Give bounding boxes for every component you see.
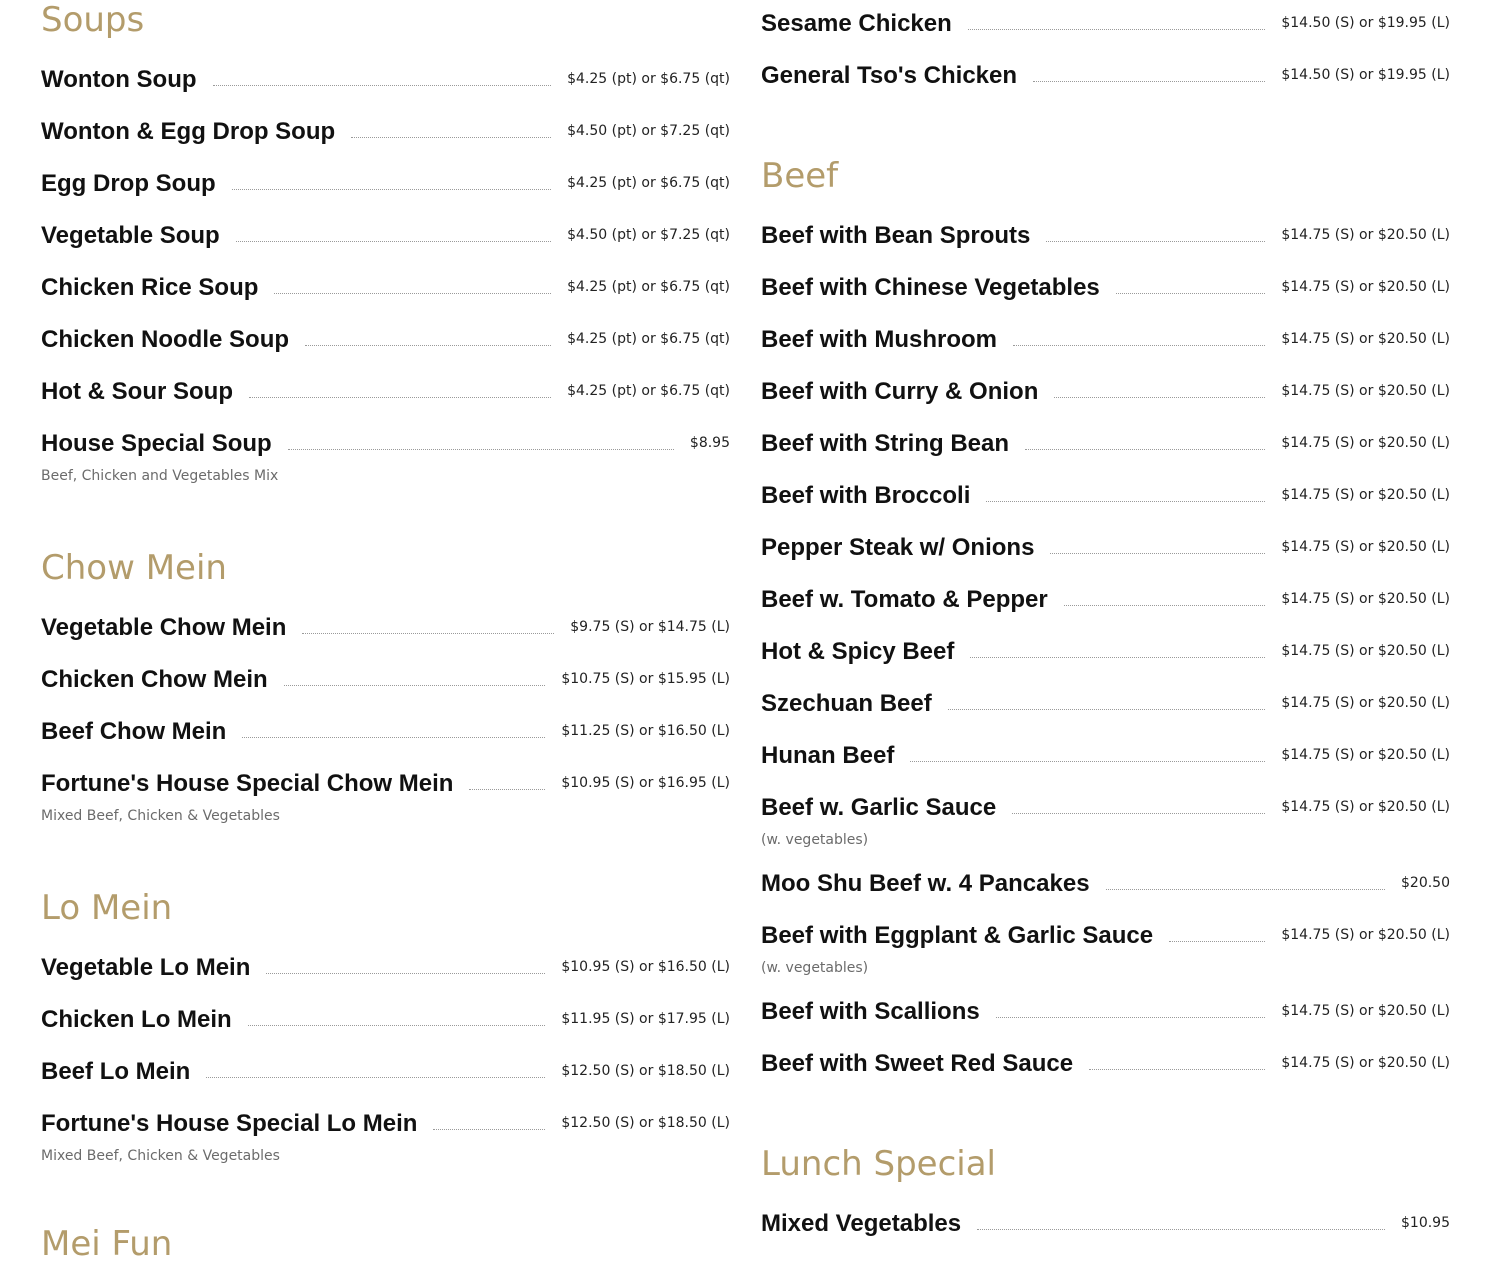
item-price: $14.75 (S) or $20.50 (L) <box>1281 643 1450 659</box>
menu-item-beef-scallions <box>761 999 1450 1039</box>
item-price: $14.75 (S) or $20.50 (L) <box>1281 799 1450 815</box>
menu-item-beef-lo-mein <box>41 1059 730 1099</box>
item-name: Beef with Curry & Onion <box>761 378 1039 405</box>
item-name: Szechuan Beef <box>761 690 932 717</box>
leader-dots <box>1013 327 1265 346</box>
leader-dots <box>274 275 551 294</box>
item-description: Mixed Beef, Chicken & Vegetables <box>41 808 280 824</box>
item-price: $14.75 (S) or $20.50 (L) <box>1281 435 1450 451</box>
leader-dots <box>1012 795 1265 814</box>
item-price: $10.95 (S) or $16.95 (L) <box>561 775 730 791</box>
item-name: Fortune's House Special Lo Mein <box>41 1110 418 1137</box>
item-name: Beef w. Tomato & Pepper <box>761 586 1048 613</box>
item-name: Pepper Steak w/ Onions <box>761 534 1035 561</box>
item-name: Chicken Lo Mein <box>41 1006 232 1033</box>
item-name: Wonton Soup <box>41 66 197 93</box>
menu-item-pepper-steak-onions <box>761 535 1450 575</box>
item-price: $10.75 (S) or $15.95 (L) <box>561 671 730 687</box>
menu-item-beef-string-bean <box>761 431 1450 471</box>
leader-dots <box>433 1111 545 1130</box>
leader-dots <box>968 11 1266 30</box>
menu-item-house-special-chow-mein <box>41 771 730 811</box>
menu-item-beef-mushroom <box>761 327 1450 367</box>
leader-dots <box>469 771 545 790</box>
item-description: (w. vegetables) <box>761 832 869 848</box>
item-price: $14.75 (S) or $20.50 (L) <box>1281 1003 1450 1019</box>
item-price: $4.50 (pt) or $7.25 (qt) <box>567 227 730 243</box>
menu-item-general-tsos-chicken <box>761 63 1450 103</box>
leader-dots <box>242 719 545 738</box>
menu-item-hunan-beef <box>761 743 1450 783</box>
menu-item-vegetable-soup <box>41 223 730 263</box>
item-name: Beef with String Bean <box>761 430 1010 457</box>
item-name: Beef w. Garlic Sauce <box>761 794 997 821</box>
item-name: Egg Drop Soup <box>41 170 216 197</box>
leader-dots <box>249 379 551 398</box>
menu-item-beef-eggplant-garlic <box>761 923 1450 963</box>
leader-dots <box>302 615 554 634</box>
leader-dots <box>986 483 1265 502</box>
item-name: House Special Soup <box>41 430 272 457</box>
item-price: $14.75 (S) or $20.50 (L) <box>1281 279 1450 295</box>
item-name: Chicken Rice Soup <box>41 274 259 301</box>
leader-dots <box>1025 431 1265 450</box>
item-name: Chicken Noodle Soup <box>41 326 290 353</box>
leader-dots <box>266 955 545 974</box>
section-title-soups: Soups <box>41 0 145 40</box>
menu-item-mixed-vegetables <box>761 1211 1450 1251</box>
item-price: $14.75 (S) or $20.50 (L) <box>1281 927 1450 943</box>
menu-item-wonton-soup <box>41 67 730 107</box>
menu-item-sesame-chicken <box>761 11 1450 51</box>
item-name: Wonton & Egg Drop Soup <box>41 118 336 145</box>
item-name: Vegetable Chow Mein <box>41 614 287 641</box>
item-name: Beef with Scallions <box>761 998 980 1025</box>
menu-item-chicken-chow-mein <box>41 667 730 707</box>
menu-item-chicken-noodle-soup <box>41 327 730 367</box>
item-name: Vegetable Soup <box>41 222 220 249</box>
item-price: $9.75 (S) or $14.75 (L) <box>570 619 730 635</box>
menu-item-vegetable-lo-mein <box>41 955 730 995</box>
menu-item-vegetable-chow-mein <box>41 615 730 655</box>
menu-item-house-special-soup <box>41 431 730 471</box>
leader-dots <box>977 1211 1385 1230</box>
leader-dots <box>1089 1051 1265 1070</box>
menu-item-beef-garlic-sauce <box>761 795 1450 835</box>
leader-dots <box>236 223 551 242</box>
item-price: $10.95 (S) or $16.50 (L) <box>561 959 730 975</box>
item-price: $14.75 (S) or $20.50 (L) <box>1281 539 1450 555</box>
item-name: Hot & Sour Soup <box>41 378 233 405</box>
section-title-mei-fun: Mei Fun <box>41 1224 173 1264</box>
leader-dots <box>1054 379 1265 398</box>
section-title-lunch-special: Lunch Special <box>761 1144 996 1184</box>
leader-dots <box>284 667 546 686</box>
item-price: $14.75 (S) or $20.50 (L) <box>1281 747 1450 763</box>
item-price: $11.95 (S) or $17.95 (L) <box>561 1011 730 1027</box>
menu-item-beef-tomato-pepper <box>761 587 1450 627</box>
menu-item-house-special-lo-mein <box>41 1111 730 1151</box>
section-title-lo-mein: Lo Mein <box>41 888 173 928</box>
leader-dots <box>970 639 1265 658</box>
item-price: $14.50 (S) or $19.95 (L) <box>1281 67 1450 83</box>
item-price: $20.50 <box>1401 875 1450 891</box>
item-price: $11.25 (S) or $16.50 (L) <box>561 723 730 739</box>
item-price: $14.75 (S) or $20.50 (L) <box>1281 331 1450 347</box>
item-price: $14.75 (S) or $20.50 (L) <box>1281 591 1450 607</box>
menu-item-chicken-lo-mein <box>41 1007 730 1047</box>
section-title-chow-mein: Chow Mein <box>41 548 227 588</box>
menu-item-beef-chinese-vegetables <box>761 275 1450 315</box>
menu-item-szechuan-beef <box>761 691 1450 731</box>
leader-dots <box>996 999 1266 1018</box>
leader-dots <box>1046 223 1265 242</box>
leader-dots <box>232 171 551 190</box>
item-price: $14.75 (S) or $20.50 (L) <box>1281 487 1450 503</box>
menu-item-beef-sweet-red-sauce <box>761 1051 1450 1091</box>
item-price: $12.50 (S) or $18.50 (L) <box>561 1063 730 1079</box>
item-price: $4.25 (pt) or $6.75 (qt) <box>567 175 730 191</box>
leader-dots <box>1064 587 1266 606</box>
leader-dots <box>206 1059 545 1078</box>
item-name: Hunan Beef <box>761 742 895 769</box>
item-name: Beef with Chinese Vegetables <box>761 274 1100 301</box>
item-name: Fortune's House Special Chow Mein <box>41 770 454 797</box>
menu-item-egg-drop-soup <box>41 171 730 211</box>
item-price: $14.75 (S) or $20.50 (L) <box>1281 227 1450 243</box>
item-name: Vegetable Lo Mein <box>41 954 251 981</box>
leader-dots <box>1106 871 1385 890</box>
item-name: Moo Shu Beef w. 4 Pancakes <box>761 870 1090 897</box>
item-name: Beef with Bean Sprouts <box>761 222 1031 249</box>
leader-dots <box>1050 535 1265 554</box>
leader-dots <box>248 1007 546 1026</box>
item-price: $4.25 (pt) or $6.75 (qt) <box>567 279 730 295</box>
item-name: Mixed Vegetables <box>761 1210 962 1237</box>
leader-dots <box>1033 63 1265 82</box>
menu-item-moo-shu-beef <box>761 871 1450 911</box>
item-name: Beef Lo Mein <box>41 1058 191 1085</box>
item-price: $4.25 (pt) or $6.75 (qt) <box>567 71 730 87</box>
item-name: Beef with Broccoli <box>761 482 971 509</box>
section-title-beef: Beef <box>761 156 839 196</box>
item-description: Beef, Chicken and Vegetables Mix <box>41 468 279 484</box>
leader-dots <box>1116 275 1266 294</box>
item-name: Hot & Spicy Beef <box>761 638 955 665</box>
leader-dots <box>213 67 552 86</box>
item-price: $4.25 (pt) or $6.75 (qt) <box>567 331 730 347</box>
leader-dots <box>910 743 1265 762</box>
item-name: Sesame Chicken <box>761 10 952 37</box>
item-name: Beef with Sweet Red Sauce <box>761 1050 1074 1077</box>
item-price: $4.25 (pt) or $6.75 (qt) <box>567 383 730 399</box>
item-price: $8.95 <box>689 435 730 451</box>
item-price: $14.50 (S) or $19.95 (L) <box>1281 15 1450 31</box>
menu-item-beef-curry-onion <box>761 379 1450 419</box>
item-price: $12.50 (S) or $18.50 (L) <box>561 1115 730 1131</box>
item-name: General Tso's Chicken <box>761 62 1018 89</box>
leader-dots <box>305 327 551 346</box>
item-name: Beef with Mushroom <box>761 326 998 353</box>
item-price: $14.75 (S) or $20.50 (L) <box>1281 1055 1450 1071</box>
item-description: Mixed Beef, Chicken & Vegetables <box>41 1148 280 1164</box>
menu-item-hot-spicy-beef <box>761 639 1450 679</box>
leader-dots <box>1169 923 1265 942</box>
menu-item-hot-sour-soup <box>41 379 730 419</box>
item-name: Beef with Eggplant & Garlic Sauce <box>761 922 1154 949</box>
menu-item-wonton-egg-drop-soup <box>41 119 730 159</box>
leader-dots <box>948 691 1266 710</box>
item-name: Beef Chow Mein <box>41 718 227 745</box>
menu-item-beef-broccoli <box>761 483 1450 523</box>
item-name: Chicken Chow Mein <box>41 666 268 693</box>
menu-item-beef-bean-sprouts <box>761 223 1450 263</box>
leader-dots <box>351 119 551 138</box>
menu-item-beef-chow-mein <box>41 719 730 759</box>
item-price: $14.75 (S) or $20.50 (L) <box>1281 695 1450 711</box>
item-price: $4.50 (pt) or $7.25 (qt) <box>567 123 730 139</box>
menu-item-chicken-rice-soup <box>41 275 730 315</box>
item-price: $10.95 <box>1401 1215 1450 1231</box>
leader-dots <box>288 431 674 450</box>
item-price: $14.75 (S) or $20.50 (L) <box>1281 383 1450 399</box>
item-description: (w. vegetables) <box>761 960 869 976</box>
